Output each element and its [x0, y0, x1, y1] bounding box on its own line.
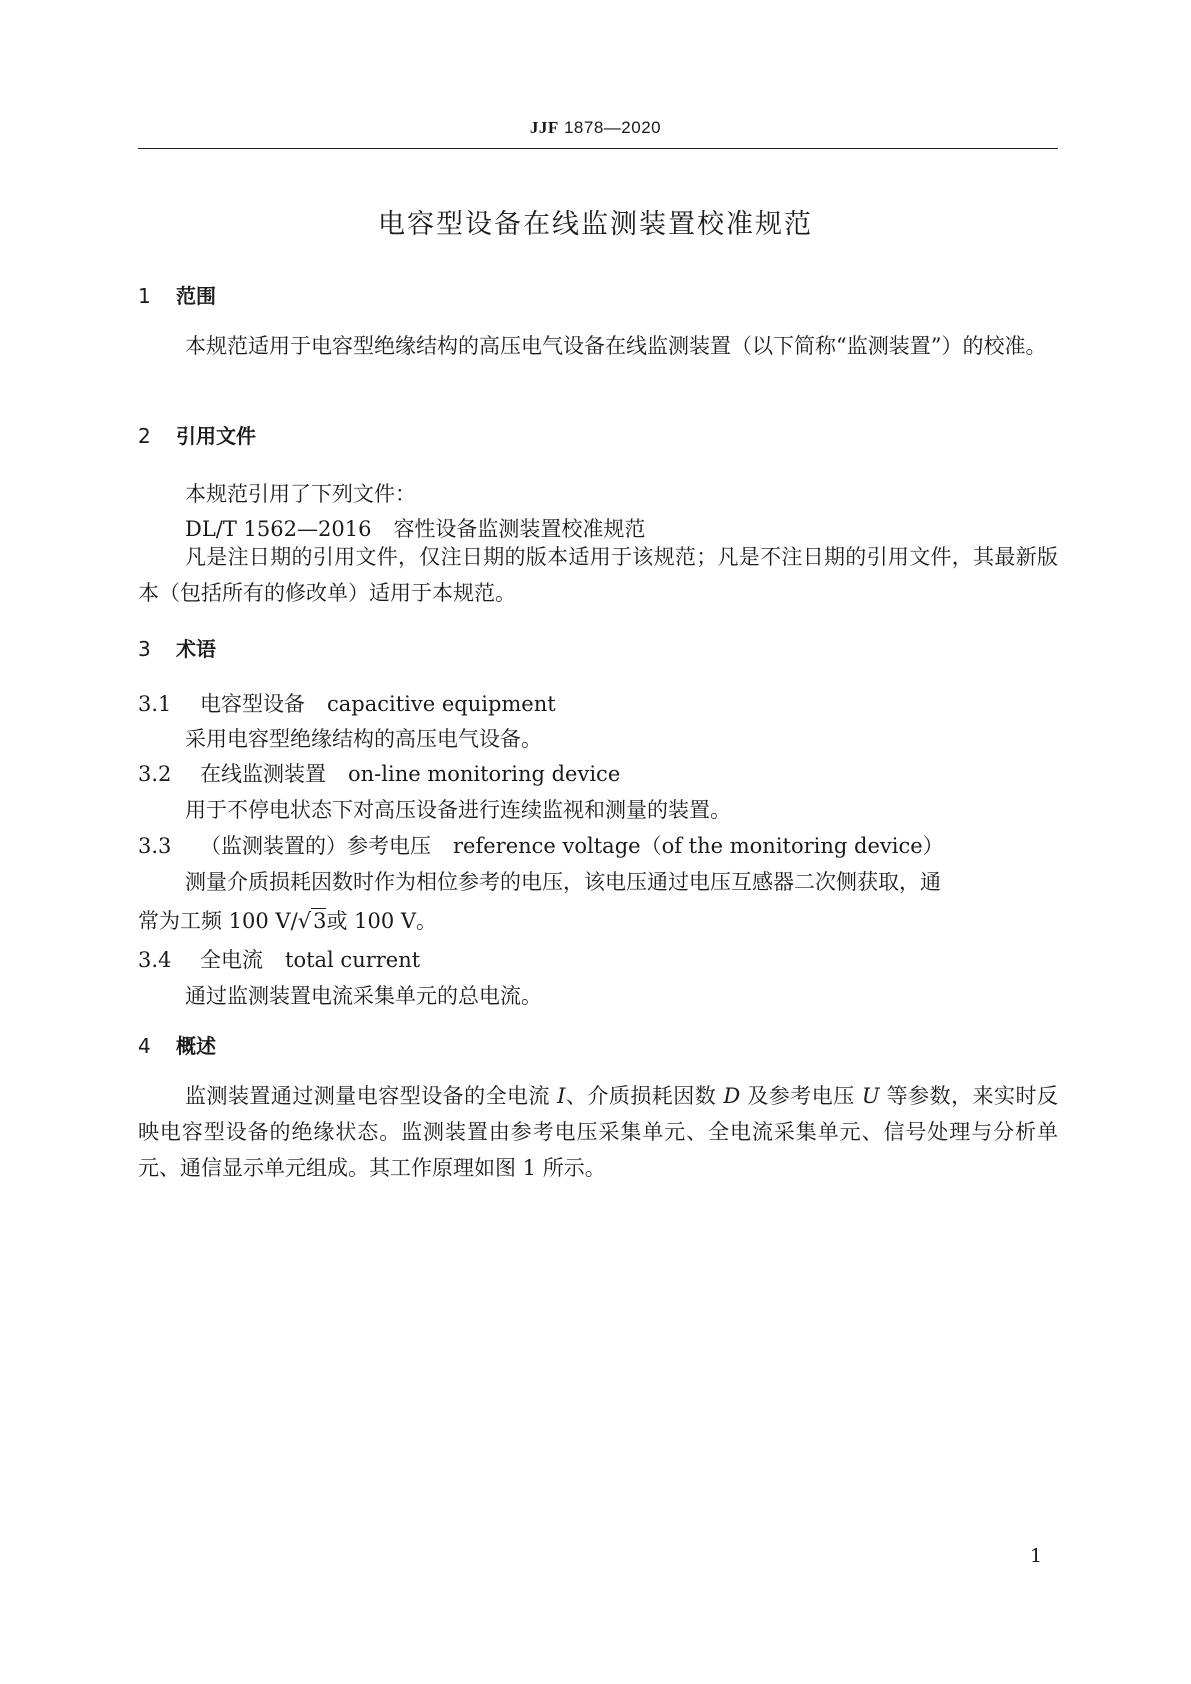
para-text: 及参考电压 [740, 1084, 862, 1108]
page-number: 1 [1030, 1545, 1043, 1567]
section-4-heading [138, 1030, 216, 1059]
term-3-3-definition: 测量介质损耗因数时作为相位参考的电压，该电压通过电压互感器二次侧获取，通 [185, 870, 941, 894]
term-number: 3.1 [138, 692, 172, 716]
term-cn: 电容型设备 [200, 692, 305, 716]
section-3-heading [138, 633, 216, 662]
section-title: 范围 [176, 284, 216, 308]
references-note: 凡是注日期的引用文件，仅注日期的版本适用于该规范；凡是不注日期的引用文件，其最新版本（包括所有的修改单）适用于本规范。 [138, 545, 1058, 605]
term-3-2 [138, 758, 620, 788]
term-3-1-definition: 采用电容型绝缘结构的高压电气设备。 [185, 727, 542, 751]
term-3-2-definition: 用于不停电状态下对高压设备进行连续监视和测量的装置。 [185, 798, 731, 822]
term-number: 3.3 [138, 834, 172, 858]
references-intro: 本规范引用了下列文件： [185, 482, 416, 506]
def-text-end: 或 100 V。 [326, 909, 438, 933]
section-number: 2 [138, 424, 151, 448]
var-d: D [723, 1084, 741, 1108]
section-1-heading [138, 280, 216, 309]
term-cn: 在线监测装置 [200, 762, 326, 786]
term-3-1 [138, 688, 556, 718]
var-u: U [861, 1084, 880, 1108]
code-number: 1878—2020 [558, 118, 662, 137]
term-en: capacitive equipment [327, 692, 556, 716]
header-rule [138, 148, 1058, 149]
document-code-header [0, 118, 1191, 138]
term-en: on-line monitoring device [348, 762, 621, 786]
section-title: 术语 [176, 637, 216, 661]
section-number: 3 [138, 637, 151, 661]
term-cn: 全电流 [200, 948, 263, 972]
term-3-4 [138, 944, 420, 974]
para-text: 等参数，来实时反映电容型设备的绝缘状态。监测装置由参考电压采集单元、全电流采集单元、信号处理与分析单元、通信显示单元组成。其工作原理如图 1 所示。 [138, 1084, 1058, 1180]
page-title: 电容型设备在线监测装置校准规范 [378, 209, 813, 240]
section-4-paragraph [138, 1078, 1058, 1186]
reference-title: 容性设备监测装置校准规范 [393, 517, 646, 541]
term-3-4-definition: 通过监测装置电流采集单元的总电流。 [185, 984, 542, 1008]
section-1-paragraph: 本规范适用于电容型绝缘结构的高压电气设备在线监测装置（以下简称“监测装置”）的校准。 [185, 334, 1047, 358]
term-en: total current [285, 948, 421, 972]
term-cn: （监测装置的）参考电压 [200, 834, 431, 858]
term-number: 3.4 [138, 948, 172, 972]
code-prefix: JJF [529, 118, 559, 137]
sqrt-radicand: 3 [313, 909, 327, 933]
section-title: 概述 [176, 1034, 216, 1058]
section-2-heading [138, 420, 256, 449]
term-3-3 [138, 830, 944, 860]
sqrt-symbol: √ [297, 909, 312, 933]
term-number: 3.2 [138, 762, 172, 786]
para-text: 、介质损耗因数 [565, 1084, 724, 1108]
reference-code: DL/T 1562—2016 [185, 517, 372, 541]
section-number: 1 [138, 284, 151, 308]
term-3-3-definition-cont [138, 905, 437, 935]
section-number: 4 [138, 1034, 151, 1058]
def-text: 常为工频 100 V/ [138, 909, 298, 933]
para-text: 监测装置通过测量电容型设备的全电流 [185, 1084, 558, 1108]
var-i: I [557, 1084, 566, 1108]
term-en: reference voltage（of the monitoring device） [453, 834, 944, 858]
section-title: 引用文件 [176, 424, 256, 448]
